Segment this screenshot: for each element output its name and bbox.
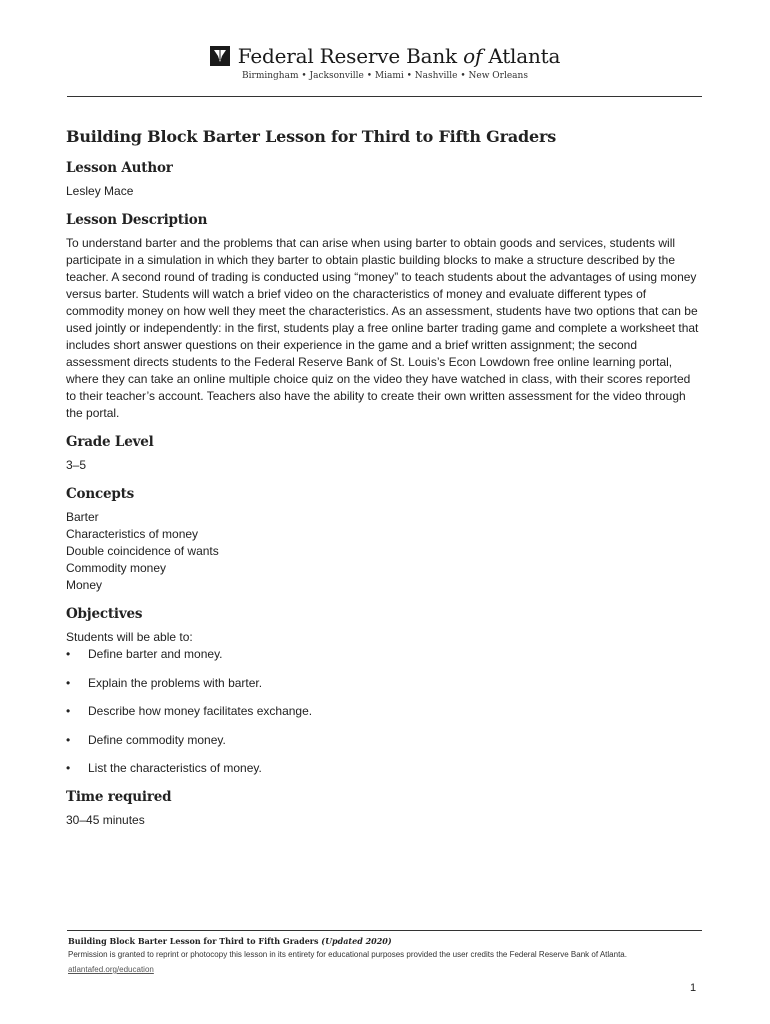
time-heading: Time required: [66, 789, 172, 805]
bullet: •: [66, 732, 71, 747]
lesson-content: [66, 127, 702, 841]
header-divider: [67, 96, 702, 97]
page-footer: [68, 936, 702, 977]
bank-name: Federal Reserve Bank of Atlanta: [237, 44, 561, 68]
objectives-intro: Students will be able to:: [66, 630, 193, 644]
page-number: 1: [690, 982, 697, 994]
page-title: Building Block Barter Lesson for Third to Fifth Graders: [66, 127, 557, 146]
bank-cities: Birmingham • Jacksonville • Miami • Nashville • New Orleans: [242, 71, 528, 81]
description-text: To understand barter and the problems that can arise when using barter to obtain goods and services, students will participate in a simulation in which they barter to obtain plastic building blocks to make a structure described by the teacher. A second round of trading is conducted using “money” to teach students about the advantages of using money versus barter. Students will watch a brief video on the characteristics of money and evaluate different types of commodity money on how well they meet the characteristics. As an assessment, students have two options that can be used jointly or independently: in the first, students play a free online barter trading game and complete a worksheet that includes short answer questions on their experience in the game and a brief written assignment; the second assessment directs students to the Federal Reserve Bank of St. Louis’s Econ Lowdown free online learning portal, where they can take an online multiple choice quiz on the video they have watched in class, with their scores reported to their teacher’s account. Teachers also have the ability to create their own written assessment for the video through the portal.: [66, 236, 699, 420]
objective-text: Describe how money facilitates exchange.: [88, 704, 313, 718]
concept-item: Barter: [66, 510, 99, 524]
description-section: [66, 212, 702, 422]
objectives-heading: Objectives: [66, 606, 143, 622]
bullet: •: [66, 761, 71, 775]
concepts-heading: Concepts: [66, 486, 135, 502]
author-name: Lesley Mace: [66, 184, 134, 198]
author-heading: Lesson Author: [66, 160, 173, 176]
list-item: [66, 703, 702, 720]
bullet: •: [66, 647, 71, 661]
time-section: [66, 789, 702, 829]
list-item: [66, 760, 702, 777]
grade-heading: Grade Level: [66, 434, 154, 450]
concept-item: Double coincidence of wants: [66, 544, 219, 558]
list-item: [66, 675, 702, 692]
concept-item: Money: [66, 578, 103, 592]
author-section: [66, 160, 702, 200]
bank-logo: [0, 44, 770, 68]
footer-permission: Permission is granted to reprint or photocopy this lesson in its entirety for educational purposes provided the user credits the Federal Reserve Bank of Atlanta.: [68, 950, 627, 959]
page-header: [0, 44, 770, 81]
concept-item: Characteristics of money: [66, 527, 199, 541]
education-link[interactable]: atlantafed.org/education: [68, 965, 154, 974]
description-heading: Lesson Description: [66, 212, 208, 228]
objectives-list: [66, 646, 702, 777]
grade-section: [66, 434, 702, 474]
grade-text: 3–5: [66, 458, 87, 472]
concept-item: Commodity money: [66, 561, 167, 575]
bullet: •: [66, 675, 71, 690]
objective-text: Define barter and money.: [88, 647, 223, 661]
objective-text: List the characteristics of money.: [88, 761, 262, 775]
footer-divider: [67, 930, 702, 931]
bullet: •: [66, 704, 71, 718]
time-text: 30–45 minutes: [66, 813, 145, 827]
objectives-section: [66, 606, 702, 777]
concepts-section: [66, 486, 702, 594]
objective-text: Explain the problems with barter.: [88, 675, 263, 690]
objective-text: Define commodity money.: [88, 732, 226, 747]
fed-seal-icon: [210, 46, 230, 66]
footer-title: Building Block Barter Lesson for Third to Fifth Graders (Updated 2020): [68, 936, 392, 946]
list-item: [66, 646, 702, 663]
list-item: [66, 732, 702, 749]
